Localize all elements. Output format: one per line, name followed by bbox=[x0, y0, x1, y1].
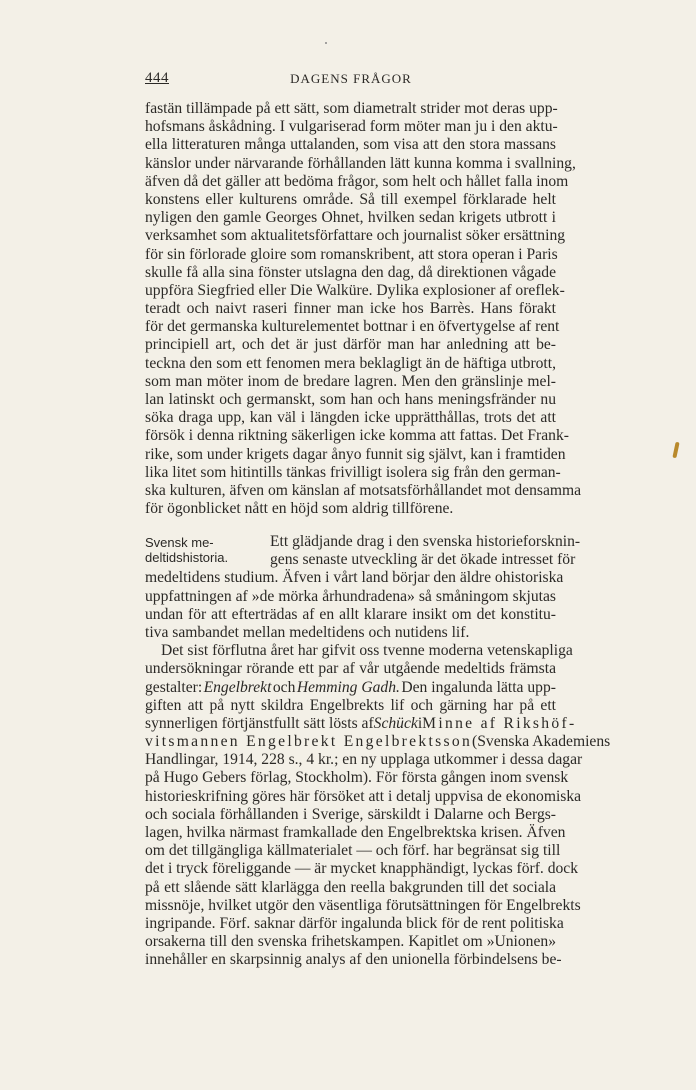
text-line-content: försök i denna riktning säkerligen icke komma att fattas. Det Frank- bbox=[145, 427, 569, 445]
text-line-content: på Hugo Gebers förlag, Stockholm). För första gången inom svensk bbox=[145, 769, 569, 787]
paragraph-1 bbox=[145, 100, 582, 518]
text-line bbox=[145, 445, 566, 464]
text-line bbox=[145, 481, 582, 500]
text-line bbox=[145, 606, 556, 624]
text-fragment: synnerligen förtjänstfullt sätt lösts af bbox=[145, 714, 374, 732]
side-heading-line: deltidshistoria. bbox=[145, 550, 229, 565]
text-line-content: lagen, hvilka närmast framkallade den Engelbrektska krisen. Äfven bbox=[145, 824, 566, 842]
text-line-content: och sociala förhållanden i Sverige, särskildt i Dalarne och Bergs- bbox=[145, 805, 556, 823]
paragraph-2-opening bbox=[270, 533, 581, 569]
text-line bbox=[145, 896, 581, 915]
text-line bbox=[145, 373, 556, 391]
italic-name: Schück bbox=[373, 714, 418, 732]
text-line-content: uppfattningen af »de mörka århundradena» så småningom skjutas bbox=[145, 587, 556, 605]
text-fragment: gestalter: bbox=[145, 678, 203, 696]
text-line-content: missnöje, hvilket utgör den väsentliga förutsättningen för Engelbrekts bbox=[145, 896, 581, 914]
text-line-content: tiva sambandet mellan medeltidens och nutidens lif. bbox=[145, 623, 470, 641]
text-line bbox=[145, 624, 556, 642]
text-line bbox=[145, 463, 561, 482]
text-line-content: undersökningar rörande ett par af vår utgående medeltids främsta bbox=[145, 660, 556, 678]
text-line bbox=[145, 246, 556, 264]
text-line bbox=[145, 642, 573, 660]
page-header bbox=[145, 70, 557, 90]
text-line bbox=[145, 154, 576, 173]
text-line-content: teradt och naivt raseri finner man icke hos Barrès. Hans förakt bbox=[145, 300, 556, 318]
text-line bbox=[145, 336, 556, 354]
text-line bbox=[145, 951, 562, 969]
text-line-content: innehåller en skarpsinnig analys af den unionella förbindelsens be- bbox=[145, 951, 562, 969]
text-line bbox=[270, 551, 576, 569]
text-line bbox=[145, 697, 556, 715]
text-line-content: verksamhet som aktualitetsförfattare och journalist söker ersättning bbox=[145, 227, 566, 245]
text-line-content: ella litteraturen många uttalanden, som visa att den stora massans bbox=[145, 136, 556, 154]
running-head: DAGENS FRÅGOR bbox=[290, 71, 412, 86]
text-line-content: nyligen den gamle Georges Ohnet, hvilken sedan krigets utbrott i bbox=[145, 209, 556, 227]
italic-name: Engelbrekt bbox=[203, 678, 272, 696]
text-line-content: för ögonblicket nått en höjd som aldrig tillförene. bbox=[145, 500, 454, 518]
text-line bbox=[145, 318, 560, 336]
side-heading-line: Svensk me- bbox=[145, 535, 214, 550]
text-line bbox=[145, 281, 565, 300]
text-line bbox=[145, 879, 556, 897]
text-line-content: giften att på nytt skildra Engelbrekts lif och gärning har på ett bbox=[145, 696, 556, 714]
text-line-content: det i tryck föreliggande — är mycket knapphändigt, lyckas förf. dock bbox=[145, 860, 579, 878]
text-line bbox=[145, 787, 582, 806]
margin-pencil-mark bbox=[672, 442, 679, 458]
text-line bbox=[145, 100, 556, 118]
text-line-content: fastän tillämpade på ett sätt, som diametralt strider mot deras upp- bbox=[145, 100, 558, 117]
text-line bbox=[145, 824, 566, 842]
text-line-content: om det tillgängliga källmaterialet — och förf. har begränsat sig till bbox=[145, 842, 561, 860]
text-line bbox=[145, 914, 564, 933]
text-line-content: lan latinskt och germanskt, som han och hans meningsfränder nu bbox=[145, 391, 556, 408]
text-line-content: uppföra Siegfried eller Die Walküre. Dylika explosioner af oreflek- bbox=[145, 281, 565, 299]
spaced-title: Minne af Rikshöf- bbox=[422, 714, 577, 732]
text-line-content: hofsmans åskådning. I vulgariserad form möter man ju i den aktu- bbox=[145, 118, 558, 136]
text-line-content: undan för att efterträdas af en allt klarare insikt om det konstitu- bbox=[145, 605, 556, 623]
text-line-content: som man möter inom de bredare lagren. Men den gränslinje mel- bbox=[145, 372, 556, 390]
text-line-content: teckna den som ett fenomen mera beklagligt än de häftiga utbrott, bbox=[145, 354, 556, 372]
text-line bbox=[145, 751, 583, 769]
text-line bbox=[145, 300, 556, 318]
text-line-content: Det sist förflutna året har gifvit oss tvenne moderna vetenskapliga bbox=[161, 642, 573, 660]
text-line bbox=[145, 172, 569, 191]
text-line-content: orsakerna till den svenska frihetskampen. Kapitlet om »Unionen» bbox=[145, 933, 556, 951]
text-line-content: gens senaste utveckling är det ökade intresset för bbox=[270, 551, 576, 569]
text-line-content: ingripande. Förf. saknar därför ingalunda blick för de rent politiska bbox=[145, 914, 564, 932]
text-line bbox=[145, 136, 556, 154]
text-line bbox=[145, 806, 556, 824]
text-line-content: rike, som under krigets dagar ånyo funnit sig självt, kan i framtiden bbox=[145, 445, 566, 463]
text-line bbox=[145, 191, 556, 209]
text-line bbox=[145, 733, 611, 751]
text-line-content: för sin förlorade gloire som romanskribent, att stora operan i Paris bbox=[145, 245, 558, 263]
text-line-content: historieskrifning göres här försöket att i detalj uppvisa de ekonomiska bbox=[145, 787, 582, 805]
side-heading bbox=[145, 535, 265, 565]
text-line-content: Handlingar, 1914, 228 s., 4 kr.; en ny upplaga utkommer i dessa dagar bbox=[145, 751, 583, 769]
spaced-title: vitsmannen Engelbrekt Engelbrektsson bbox=[145, 733, 473, 751]
text-line-content: principiell art, och det är just därför man har anledning att be- bbox=[145, 336, 556, 354]
text-line bbox=[145, 391, 556, 409]
text-fragment: (Svenska Akademiens bbox=[472, 733, 611, 751]
italic-name: Hemming Gadh. bbox=[296, 678, 400, 696]
text-line-content: på ett slående sätt klarlägga den reella bakgrunden till det sociala bbox=[145, 878, 556, 896]
page-number: 444 bbox=[145, 70, 169, 86]
text-line bbox=[145, 860, 579, 878]
text-line-content: känslor under närvarande förhållanden lätt kunna komma i svallning, bbox=[145, 154, 576, 172]
text-line bbox=[145, 209, 556, 227]
text-line-content: konstens eller kulturens område. Så till exempel förklarade helt bbox=[145, 190, 556, 208]
paragraph-2-3 bbox=[145, 569, 611, 969]
text-line bbox=[145, 769, 569, 787]
text-line bbox=[145, 500, 556, 518]
text-line-content: skulle få alla sina fönster utslagna den dag, då direktionen vågade bbox=[145, 263, 556, 281]
text-line bbox=[145, 227, 566, 245]
text-line bbox=[145, 714, 577, 733]
text-line bbox=[145, 933, 556, 951]
text-line-content: Ett glädjande drag i den svenska historieforsknin- bbox=[270, 533, 581, 550]
text-line bbox=[145, 355, 556, 373]
text-line-content: äfven då det gäller att bedöma frågor, som helt och hållet falla inom bbox=[145, 172, 569, 190]
text-line-content: för det germanska kulturelementet bottnar i en öfvertygelse af rent bbox=[145, 318, 560, 336]
text-fragment: och bbox=[272, 678, 296, 696]
text-line bbox=[145, 588, 556, 606]
text-line-content: medeltidens studium. Äfven i vårt land börjar den äldre ohistoriska bbox=[145, 569, 564, 587]
text-line bbox=[145, 118, 556, 136]
text-line bbox=[145, 842, 561, 860]
text-line bbox=[145, 679, 556, 697]
text-fragment: i bbox=[417, 714, 423, 732]
text-line bbox=[145, 264, 556, 282]
text-line bbox=[145, 660, 556, 678]
text-line bbox=[145, 409, 556, 427]
text-line bbox=[145, 569, 564, 587]
text-line bbox=[270, 533, 581, 551]
text-line-content: lika litet som hitintills tänkas frivilligt isolera sig från den german- bbox=[145, 463, 561, 481]
text-line-content: söka draga upp, kan väl i längden icke upprätthållas, trots det att bbox=[145, 409, 556, 427]
text-line-content: ska kulturen, äfven om känslan af motsatsförhållandet mot densamma bbox=[145, 481, 582, 499]
text-line bbox=[145, 427, 569, 445]
text-fragment: Den ingalunda lätta upp- bbox=[401, 678, 556, 696]
printing-speck bbox=[325, 42, 327, 44]
